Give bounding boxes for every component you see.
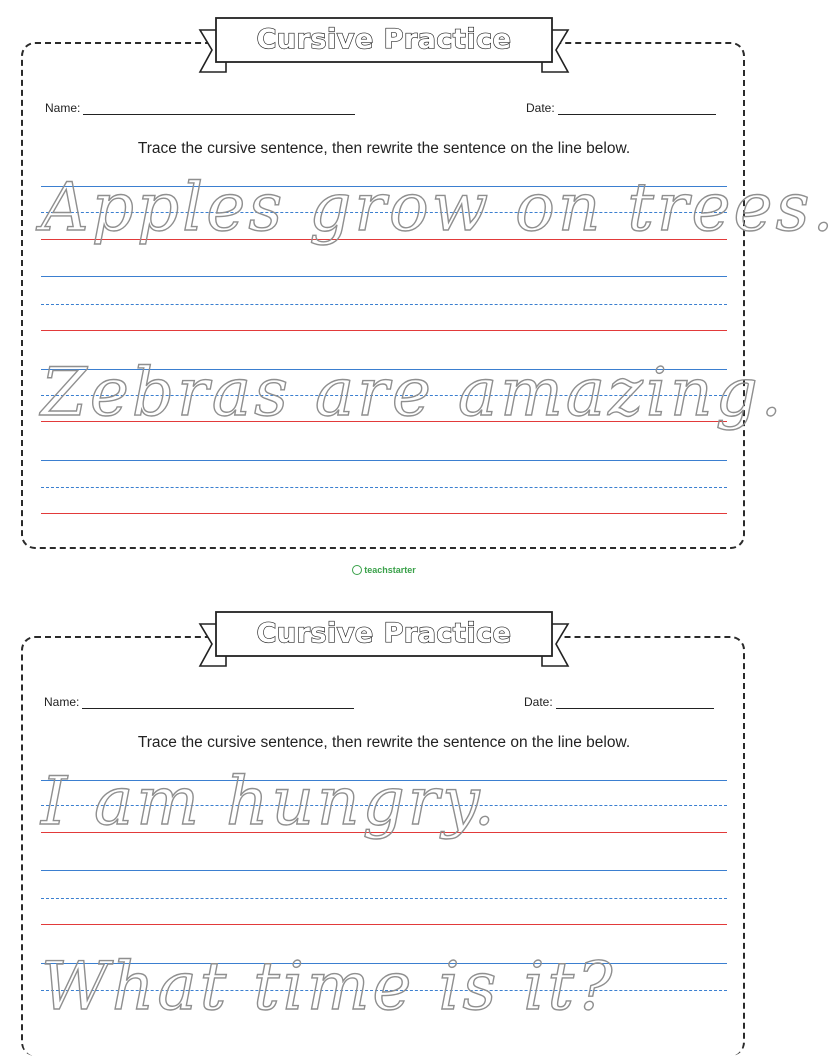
instructions: Trace the cursive sentence, then rewrite the sentence on the line below.: [137, 140, 631, 157]
guide-mid-line: [41, 304, 727, 305]
page-title: Cursive Practice: [256, 618, 512, 649]
date-label: Date:: [526, 101, 555, 115]
name-field[interactable]: [44, 695, 354, 709]
title-banner: [196, 16, 572, 76]
name-label: Name:: [45, 101, 81, 115]
guide-mid-line: [41, 487, 727, 488]
trace-sentence: Apples grow on trees.: [41, 169, 836, 246]
name-label: Name:: [44, 695, 80, 709]
brand-name: teachstarter: [364, 565, 416, 575]
date-label: Date:: [524, 695, 553, 709]
trace-sentence: Zebras are amazing.: [41, 354, 785, 431]
guide-top-line: [41, 276, 727, 277]
guide-top-line: [41, 870, 727, 871]
brand-logo: [0, 565, 768, 575]
trace-sentence: I am hungry.: [41, 763, 498, 840]
write-lines-2[interactable]: [41, 460, 727, 620]
baseline: [41, 330, 727, 331]
baseline: [41, 513, 727, 514]
date-line[interactable]: [558, 102, 716, 115]
guide-top-line: [41, 460, 727, 461]
instructions: Trace the cursive sentence, then rewrite the sentence on the line below.: [137, 734, 631, 751]
title-banner: [196, 610, 572, 670]
teachstarter-icon: [352, 565, 362, 575]
date-field[interactable]: [524, 695, 714, 709]
guide-mid-line: [41, 898, 727, 899]
baseline: [41, 924, 727, 925]
name-line[interactable]: [82, 696, 354, 709]
date-line[interactable]: [556, 696, 714, 709]
date-field[interactable]: [526, 101, 716, 115]
trace-sentence: What time is it?: [41, 948, 616, 1025]
name-field[interactable]: [45, 101, 355, 115]
page-title: Cursive Practice: [256, 24, 512, 55]
name-line[interactable]: [83, 102, 355, 115]
trace-lines-2: [41, 948, 727, 1025]
